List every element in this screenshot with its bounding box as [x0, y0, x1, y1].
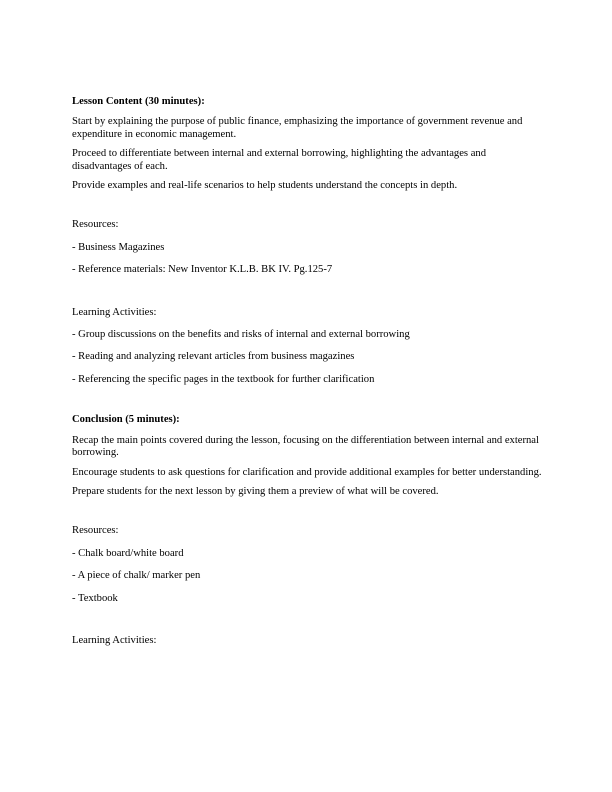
conclusion-paragraph: Encourage students to ask questions for clarification and provide additional examples for better understanding.: [72, 466, 542, 478]
lesson-content-paragraph: Provide examples and real-life scenarios to help students understand the concepts in depth.: [72, 180, 458, 192]
conclusion-resources-label: Resources:: [72, 525, 119, 537]
lesson-content-heading: Lesson Content (30 minutes):: [72, 96, 205, 107]
lesson-content-paragraph: Start by explaining the purpose of public finance, emphasizing the importance of government revenue and expenditure in economic management.: [72, 116, 523, 140]
conclusion-heading: Conclusion (5 minutes):: [72, 414, 180, 426]
lesson-activity-item: - Referencing the specific pages in the textbook for further clarification: [72, 373, 375, 385]
conclusion-resource-item: - Textbook: [72, 592, 118, 604]
lesson-activity-item: - Reading and analyzing relevant articles from business magazines: [72, 351, 355, 363]
lesson-resource-item: - Business Magazines: [72, 241, 165, 253]
lesson-resources-label: Resources:: [72, 219, 119, 231]
conclusion-resource-item: - Chalk board/white board: [72, 547, 184, 559]
lesson-activity-item: - Group discussions on the benefits and risks of internal and external borrowing: [72, 329, 410, 341]
conclusion-resource-item: - A piece of chalk/ marker pen: [72, 570, 201, 582]
conclusion-paragraph: Recap the main points covered during the lesson, focusing on the differentiation between internal and external borrowing.: [72, 434, 539, 459]
lesson-activities-label: Learning Activities:: [72, 306, 157, 318]
lesson-content-paragraph: Proceed to differentiate between internal and external borrowing, highlighting the advantages and disadvantages of each.: [72, 148, 486, 172]
conclusion-activities-label: Learning Activities:: [72, 634, 157, 646]
conclusion-paragraph: Prepare students for the next lesson by giving them a preview of what will be covered.: [72, 485, 439, 497]
lesson-resource-item: - Reference materials: New Inventor K.L.B. BK IV. Pg.125-7: [72, 264, 333, 276]
document-body: [72, 96, 542, 657]
